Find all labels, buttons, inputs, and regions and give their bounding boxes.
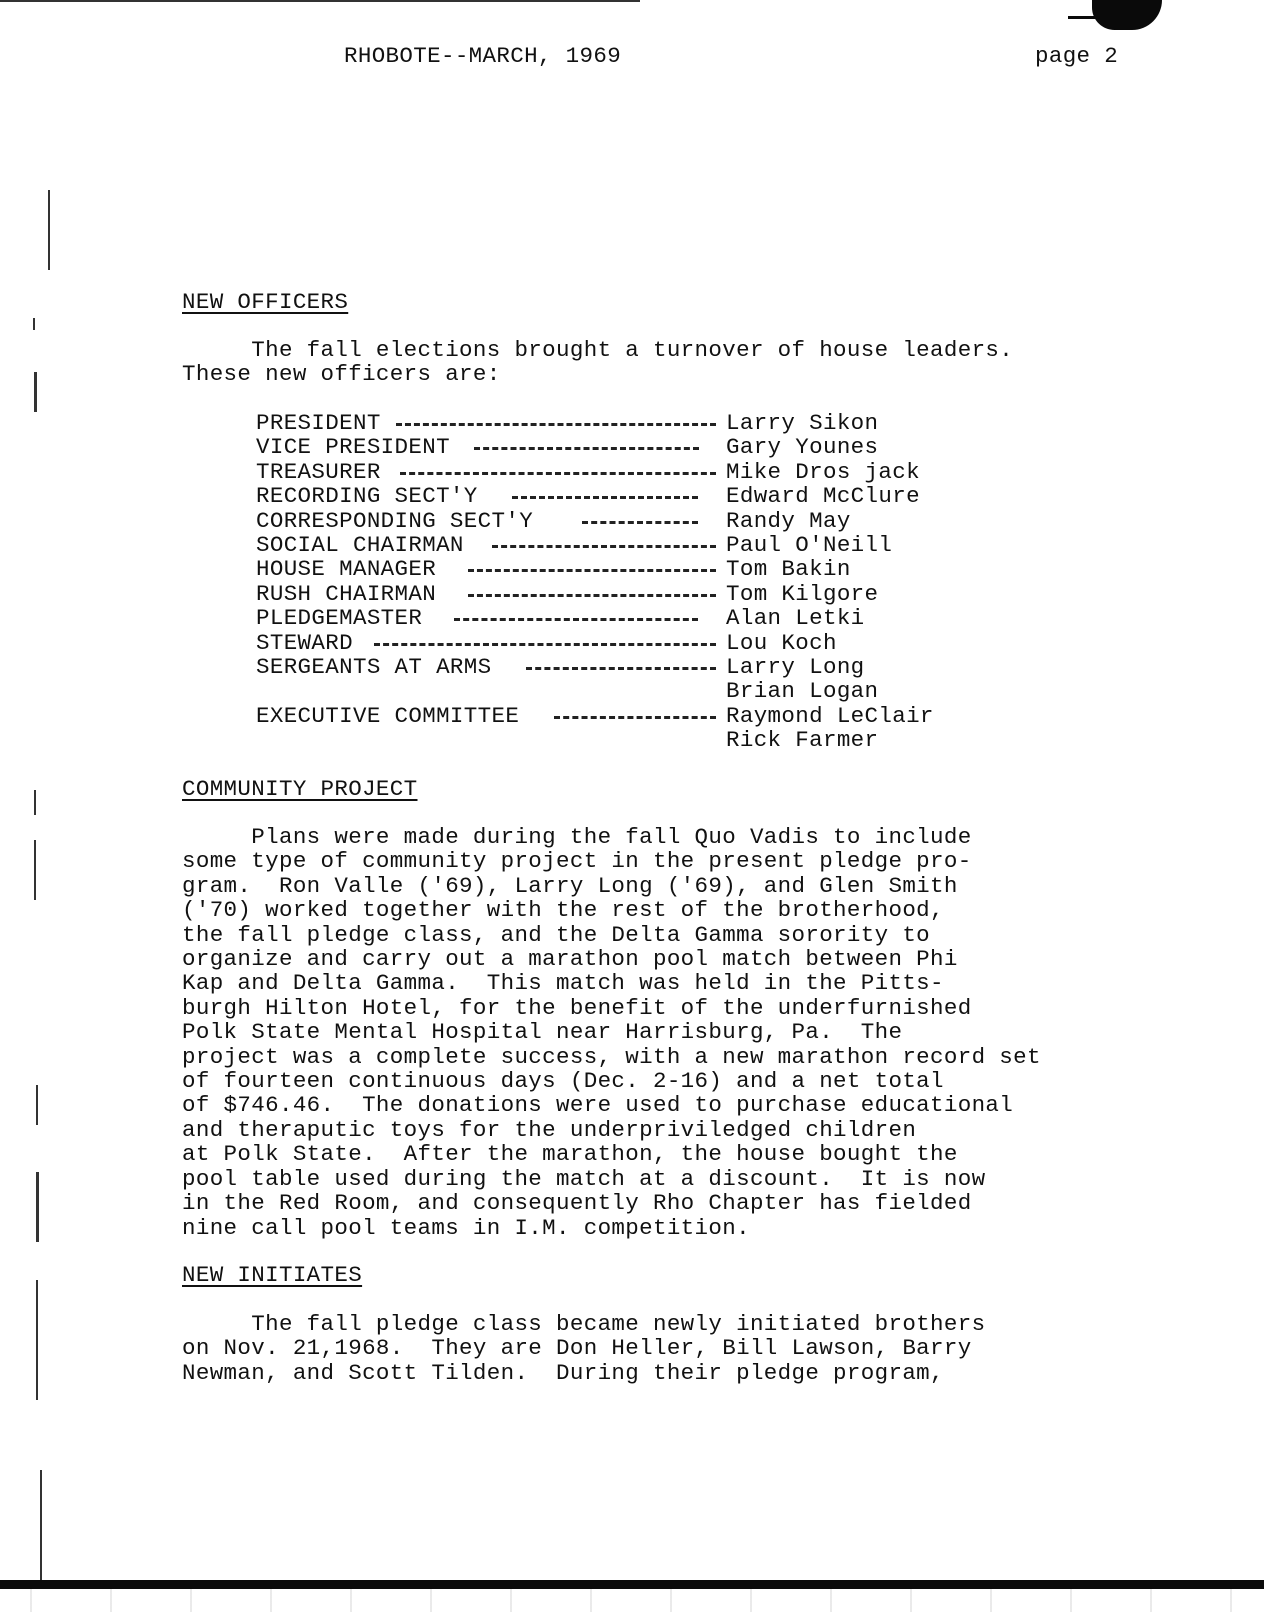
paragraph-line: at Polk State. After the marathon, the house bought the — [182, 1141, 958, 1168]
leader-dashes — [492, 545, 716, 548]
leader-dashes — [396, 423, 716, 426]
leader-dashes — [512, 496, 698, 499]
officers-list — [256, 411, 1016, 752]
margin-mark — [36, 1172, 39, 1242]
officer-row-sergeants-at-arms-cont — [256, 679, 1016, 703]
paragraph-line: on Nov. 21,1968. They are Don Heller, Bill Lawson, Barry — [182, 1335, 972, 1362]
paragraph-line: Polk State Mental Hospital near Harrisburg, Pa. The — [182, 1019, 903, 1046]
officer-title: PLEDGEMASTER — [256, 605, 423, 632]
officer-name: Paul O'Neill — [726, 531, 893, 558]
margin-mark — [34, 790, 36, 815]
officer-name: Mike Dros jack — [726, 458, 920, 485]
officer-row-executive-committee — [256, 704, 1016, 728]
leader-dashes — [454, 618, 698, 621]
paragraph-line: The fall pledge class became newly initiated brothers — [182, 1311, 986, 1337]
paragraph-line: of $746.46. The donations were used to purchase educational — [182, 1092, 1014, 1119]
margin-mark — [34, 372, 37, 412]
officer-name: Edward McClure — [726, 483, 920, 510]
paragraph-line: in the Red Room, and consequently Rho Chapter has fielded — [182, 1190, 972, 1217]
ink-smudge — [1092, 0, 1162, 30]
paragraph-line: project was a complete success, with a new marathon record set — [182, 1043, 1041, 1070]
margin-mark — [48, 190, 50, 270]
officer-name: Alan Letki — [726, 605, 865, 632]
officer-row-treasurer — [256, 460, 1016, 484]
margin-mark — [36, 1085, 38, 1125]
paragraph-line: The fall elections brought a turnover of house leaders. — [182, 337, 1014, 363]
leader-dashes — [554, 716, 716, 719]
officer-title: CORRESPONDING SECT'Y — [256, 507, 534, 534]
officer-title: RECORDING SECT'Y — [256, 483, 478, 510]
officer-row-vice-president — [256, 435, 1016, 459]
scan-bottom-noise — [0, 1589, 1264, 1612]
officer-row-house-manager — [256, 557, 1016, 581]
officer-name: Tom Bakin — [726, 556, 851, 583]
margin-mark — [36, 1280, 38, 1400]
paragraph-line: pool table used during the match at a discount. It is now — [182, 1165, 986, 1192]
paragraph-line: of fourteen continuous days (Dec. 2-16) and a net total — [182, 1068, 944, 1095]
officer-title: VICE PRESIDENT — [256, 434, 450, 461]
officer-title: TREASURER — [256, 458, 381, 485]
paragraph-line: Newman, and Scott Tilden. During their pledge program, — [182, 1359, 944, 1386]
officer-name: Larry Long — [726, 653, 865, 680]
officer-title: HOUSE MANAGER — [256, 556, 437, 583]
officer-name: Brian Logan — [726, 678, 879, 705]
section-heading-new-officers: NEW OFFICERS — [182, 289, 349, 315]
new-initiates-paragraph — [182, 1312, 1142, 1385]
leader-dashes — [374, 643, 716, 646]
officer-row-pledgemaster — [256, 606, 1016, 630]
officer-name: Tom Kilgore — [726, 580, 879, 607]
paragraph-line: ('70) worked together with the rest of the brotherhood, — [182, 897, 944, 924]
officer-title: SOCIAL CHAIRMAN — [256, 531, 464, 558]
leader-dashes — [582, 521, 698, 524]
margin-mark — [34, 840, 36, 900]
officer-row-steward — [256, 631, 1016, 655]
officer-row-social-chairman — [256, 533, 1016, 557]
leader-dashes — [474, 447, 699, 450]
paragraph-line: Plans were made during the fall Quo Vadis to include — [182, 824, 972, 850]
officer-row-recording-secretary — [256, 484, 1016, 508]
scan-bottom-edge — [0, 1580, 1264, 1589]
officer-name: Lou Koch — [726, 629, 837, 656]
officer-name: Gary Younes — [726, 434, 879, 461]
officer-name: Randy May — [726, 507, 851, 534]
section-heading-community-project: COMMUNITY PROJECT — [182, 776, 418, 802]
page-number: page 2 — [1035, 43, 1119, 69]
paragraph-line: These new officers are: — [182, 361, 501, 388]
officer-title: EXECUTIVE COMMITTEE — [256, 702, 520, 729]
paragraph-line: burgh Hilton Hotel, for the benefit of the underfurnished — [182, 994, 972, 1021]
officer-title: PRESIDENT — [256, 410, 381, 436]
paragraph-line: some type of community project in the present pledge pro- — [182, 848, 972, 875]
officer-title: SERGEANTS AT ARMS — [256, 653, 492, 680]
paragraph-line: the fall pledge class, and the Delta Gamma sorority to — [182, 921, 931, 948]
paragraph-line: gram. Ron Valle ('69), Larry Long ('69), and Glen Smith — [182, 872, 958, 899]
leader-dashes — [400, 472, 716, 475]
leader-dashes — [526, 667, 716, 670]
officer-row-president — [256, 411, 1016, 435]
paragraph-line: Kap and Delta Gamma. This match was held in the Pitts- — [182, 970, 944, 997]
officer-name: Larry Sikon — [726, 410, 879, 436]
officer-row-executive-committee-cont — [256, 728, 1016, 752]
newsletter-title: RHOBOTE--MARCH, 1969 — [344, 43, 622, 69]
paragraph-line: organize and carry out a marathon pool match between Phi — [182, 946, 958, 973]
leader-dashes — [468, 594, 716, 597]
officer-title: STEWARD — [256, 629, 353, 656]
paragraph-line: and theraputic toys for the underpriviledged children — [182, 1116, 917, 1143]
section-heading-new-initiates: NEW INITIATES — [182, 1262, 363, 1288]
officer-row-corresponding-secretary — [256, 509, 1016, 533]
officer-row-sergeants-at-arms — [256, 655, 1016, 679]
top-edge-line — [0, 0, 640, 2]
officer-title: RUSH CHAIRMAN — [256, 580, 437, 607]
ink-smudge-tail — [1068, 16, 1098, 19]
margin-mark — [40, 1470, 42, 1580]
officer-row-rush-chairman — [256, 582, 1016, 606]
officer-name: Raymond LeClair — [726, 702, 934, 729]
paragraph-line: nine call pool teams in I.M. competition. — [182, 1214, 750, 1241]
leader-dashes — [468, 569, 716, 572]
margin-mark — [33, 318, 35, 330]
officer-name: Rick Farmer — [726, 727, 879, 754]
new-officers-intro — [182, 338, 1142, 387]
community-project-paragraph — [182, 825, 1142, 1240]
